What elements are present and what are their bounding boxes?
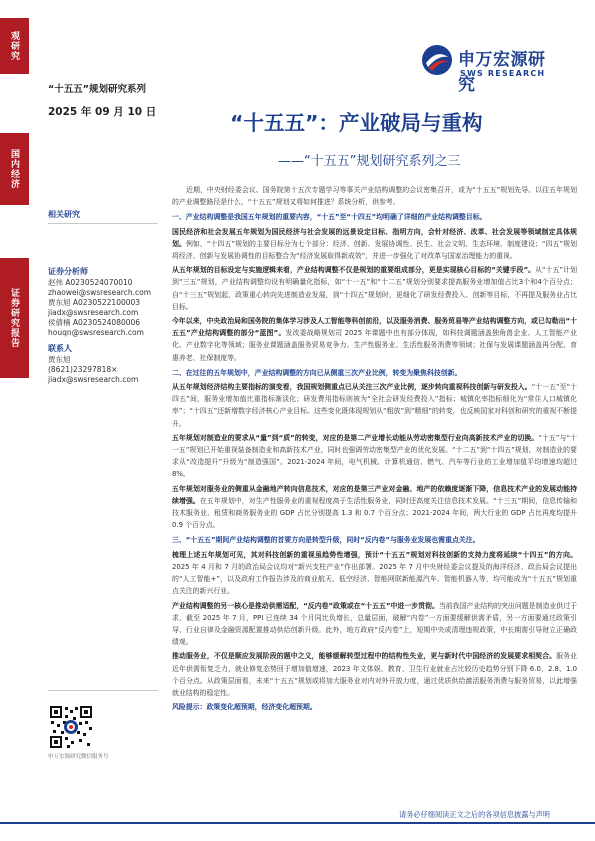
logo-text-cn: 申万宏源研究 (458, 50, 546, 95)
section-heading-3: 三、“十五五”期间产业结构调整的首要方向是转型升级，同时“反内卷”与服务业发展也需重点关注。 (172, 536, 480, 545)
paragraph: 五年规划对服务业的侧重从金融地产转向信息技术，对应的是第三产业对金融、地产的依赖度逐渐下降，信息技术产业的发展动能持续增强。在五年规划中，对生产性服务业的重视程度高于生活性服务业，同时还高度关注信息技术发展。“十三五”期间，信息传输和技术服务业、租赁和商务服务业的 GDP 占比分别提高 1.3 和 0.7 个百分点；2021-2024 年间，两大行业的 GDP 占比再度均提升 0.9 个百分点。 (172, 484, 578, 530)
series-name: “十五五”规划研究系列 (48, 84, 146, 95)
paragraph: 梳理上述五年规划可见，其对科技创新的重视虽趋势性增强，预计“十五五”规划对科技创新的支持力度将延续“十四五”的方向。2025 年 4 月和 7 月的政治局会议均对“新兴支柱产业”作出部署。2025 年 7 月中央财经委会议提及的海洋经济、政治局会议提出的“人工智能+”，以及政府工作报告涉及的商业航天、低空经济、智能网联新能源汽车、智能机器人等，均可能成为“十五五”规划重点关注的新兴行业。 (172, 550, 577, 596)
logo-mark-icon (420, 43, 454, 77)
paragraph: 推动服务业，不仅是顺应发展阶段的题中之义，能够缓解转型过程中的结构性失业，更与新时代中国经济的发展要求相契合。服务业近年供需衔复乏力，就业修复态势回于增加值增速，2023 年文体娱、教育、卫生行业就业占比较历史趋势分别下降 6.0、2.8、1.0 个百分点。从政策层面看，未来“十五五”规划或将加大服务业对内对外开放力度，通过优质供给激活服务消费与服务贸易，以此增强就业结构的稳定性。 (172, 652, 577, 697)
disclaimer-footer: 请务必仔细阅读正文之后的各项信息披露与声明 (399, 810, 550, 819)
left-sidebar-strip (0, 0, 29, 841)
analyst-email[interactable]: zhaowei@swsresearch.com (48, 288, 152, 297)
paragraph: 产业结构调整的另一核心是推动供需适配，“反内卷”政策或在“十五五”中进一步贯彻。当前我国产业结构的突出问题是制造业供过于求，截至 2025 年 7 月，PPI 已连续 34 个月同比负增长，总量层面，破解“内卷”一方面要缓解供需矛盾，另一方面要通过政策引导、行业自律及金融资源配置推动供给创新升级。此外，地方政府“反内卷”上，短期中央或清理违规政策，中长期需引导财立正确政绩观。 (172, 601, 577, 647)
analyst-email[interactable]: houqn@swsresearch.com (48, 328, 144, 337)
company-logo (420, 41, 560, 95)
contact-email[interactable]: jiadx@swsresearch.com (48, 375, 139, 384)
paragraph: 从五年规划经济结构主要指标的演变看，我国规划侧重点已从关注三次产业比例，逐步转向重视科技创新与研发投入。“十一五”至“十四五”间，服务业增加值比重指标渐淡化；研发费用指标则被为“全社会研发经费投入”指标；城镇化率指标细化为“常住人口城镇化率”；“十四五”还新增数字经济核心产业目标。这些变化既体现规划从“粗放”到“精细”的转变，也反映国家对科创和研究的重视不断提升。 (172, 383, 577, 428)
intro-paragraph: 近期，中央财经委会议、国务院第十五次专题学习等事关产业结构调整的会议密集召开，或为“十五五”规划先导。以往五年规划的产业调整路径是什么，“十五五”规划又将如何推进？系统分析，供参考。 (172, 186, 577, 207)
paragraph: 国民经济和社会发展五年规划为国民经济与社会发展的远景设定目标、指明方向，会针对经济、改革、社会发展等领域制定具体规划。例如，“十四五”规划的主要目标分为七个部分：经济、创新、发展协调性、民生、社会文明、生态环境、制度建设；“四五”规划将经济、创新与发展协调性的目标整合为“经济发展取得新成效”，并进一步强化了对改革与国家治理能力的重视。 (172, 227, 577, 261)
analyst-email[interactable]: jiadx@swsresearch.com (48, 308, 139, 317)
report-title: “十五五”：产业破局与重构 (230, 111, 483, 135)
report-subtitle: ——“十五五”规划研究系列之三 (278, 154, 461, 169)
risk-warning: 风险提示：政策变化超预期，经济变化超预期。 (172, 703, 317, 712)
divider (48, 223, 158, 224)
analyst-entry: 赵伟 A0230524070010 (48, 278, 133, 287)
related-research-label: 相关研究 (48, 210, 80, 219)
qr-caption: 申万宏源研究微信服务号 (48, 754, 109, 760)
contact-phone: (8621)23297818× (48, 365, 118, 374)
logo-text-en: SWS RESEARCH (460, 69, 546, 78)
analyst-list (48, 278, 151, 338)
analyst-entry: 贾东旭 A0230522100003 (48, 298, 141, 307)
qr-code-icon (49, 705, 93, 749)
sidebar-tab-macro: 观研究 (0, 18, 29, 74)
divider (48, 690, 158, 691)
footer-rule (0, 822, 595, 824)
paragraph: 今年以来，中央政治局和国务院的集体学习涉及人工智能等科创前沿，以及服务消费、服务贸易等产业结构调整方向，或已勾勒出“十五五”产业结构调整的部分“蓝图”。发改委战略规划司 2025 年课题中也有部分体现，如科技调题涵盖独角兽企业、人工智能产业化、产业数字化等领域；服务业课题涵盖服务贸易竞争力、生产性服务业、生活性服务消费等领域；社保与发展课题涵盖再分配、育惠养老、社保制度等。 (172, 317, 577, 362)
report-date: 2025 年 09 月 10 日 (48, 106, 157, 118)
contact-name: 贾东旭 (48, 355, 71, 364)
sidebar-tab-securities-report: 证券研究报告 (0, 258, 29, 378)
analyst-label: 证券分析师 (48, 267, 88, 276)
paragraph: 从五年规划的目标设定与实施逻辑来看，产业结构调整不仅是规划的重要组成部分，更是实现核心目标的“关键手段”。从“十五”计划到“三五”规划，产业结构调整均设有明确量化指标，如“十一五”和“十二五”规划分别要求提高服务业增加值占比3个和4个百分点；自“十三五”规划起，政策重心转向先进制造业发展，到“十四五”规划时，更细化了研发经费投入、创新等目标，不再提及服务业占比目标。 (172, 266, 577, 311)
contact-label: 联系人 (48, 344, 72, 353)
paragraph: 五年规划对制造业的要求从“量”到“质”的转变，对应的是第二产业增长动能从劳动密集型行业向高新技术产业的切换。“十五”与“十一五”规划已开始重视装备制造业和高新技术产业，同时也强调劳动密集型产业的优化发展。“十二五”到“十四五”规划，对制造业的要求从“改造提升”升级为“制造强国”。2021-2024 年间，电气机械、计算机通信、燃气、汽车等行业的工业增加值平均增速均超过 8%。 (172, 433, 577, 479)
sidebar-tab-domestic-economy: 国内经济 (0, 133, 29, 205)
contact-list (48, 355, 138, 385)
report-body (172, 184, 577, 713)
analyst-entry: 侯倩楠 A0230524080006 (48, 318, 141, 327)
section-heading-1: 一、产业结构调整是我国五年规划的重要内容，“十五”至“十四五”均明确了详细的产业结构调整目标。 (172, 213, 487, 222)
section-heading-2: 二、在过往的五年规划中，产业结构调整的方向已从侧重三次产业比例，转变为聚焦科技创新。 (172, 368, 462, 377)
